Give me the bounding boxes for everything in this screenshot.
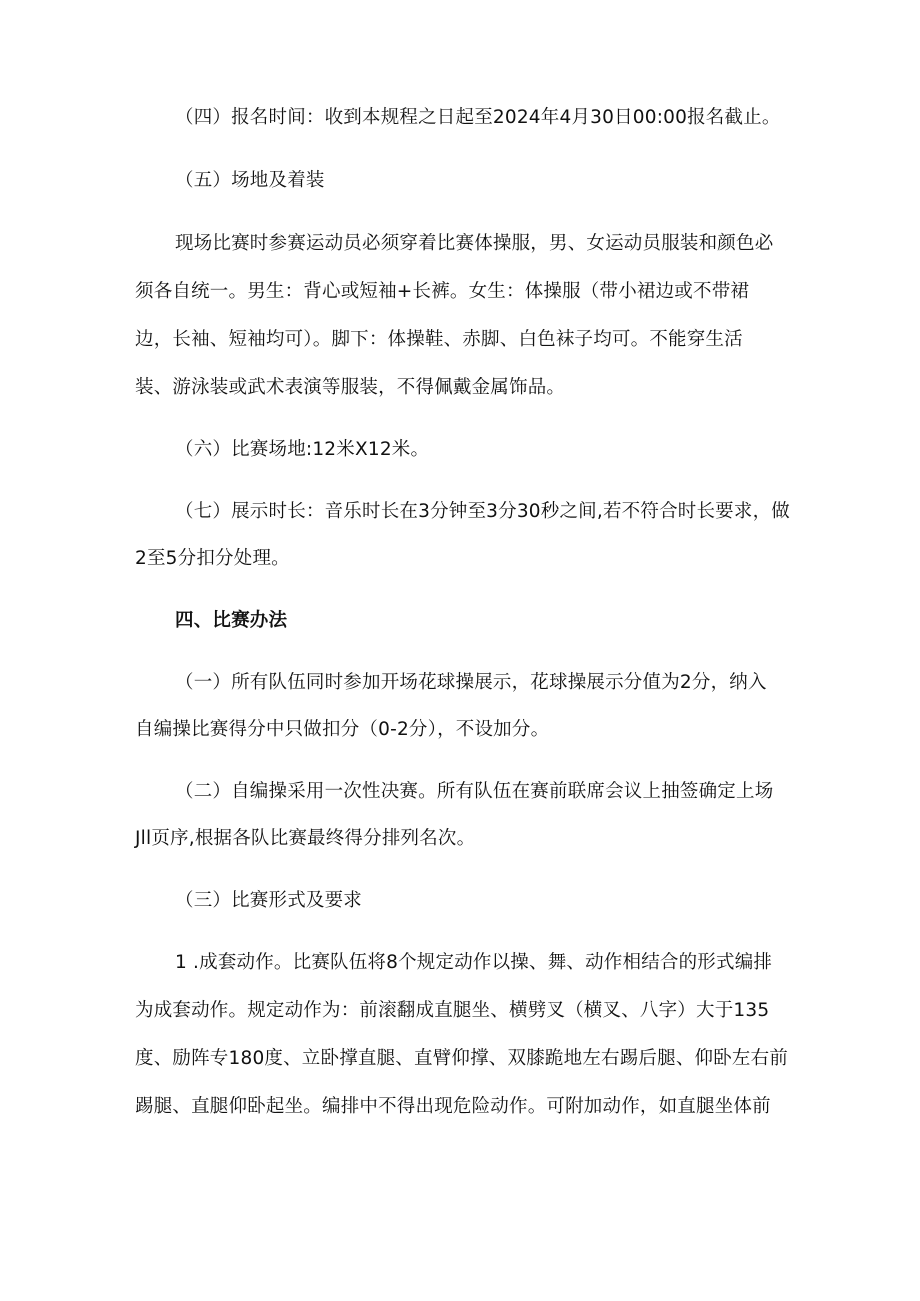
method-item-1-line-2: 自编操比赛得分中只做扣分（0-2分），不设加分。 bbox=[135, 719, 550, 740]
venue-attire-heading: （五）场地及着装 bbox=[175, 170, 325, 191]
attire-paragraph-line-1: 现场比赛时参赛运动员必须穿着比赛体操服，男、女运动员服装和颜色必 bbox=[175, 233, 774, 254]
method-item-2-line-2: Jll页序,根据各队比赛最终得分排列名次。 bbox=[135, 828, 476, 849]
attire-paragraph-line-2: 须各自统一。男生：背心或短袖+长裤。女生：体操服（带小裙边或不带裙 bbox=[135, 281, 750, 302]
method-item-3-heading: （三）比赛形式及要求 bbox=[175, 890, 363, 911]
duration-line-1: （七）展示时长：音乐时长在3分钟至3分30秒之间,若不符合时长要求，做 bbox=[175, 501, 790, 522]
method-item-2-line-1: （二）自编操采用一次性决赛。所有队伍在赛前联席会议上抽签确定上场 bbox=[175, 781, 774, 802]
venue-size-line: （六）比赛场地:12米X12米。 bbox=[175, 439, 430, 460]
routine-paragraph-line-4: 踢腿、直腿仰卧起坐。编排中不得出现危险动作。可附加动作，如直腿坐体前 bbox=[135, 1096, 771, 1117]
attire-paragraph-line-3: 边，长袖、短袖均可）。脚下：体操鞋、赤脚、白色袜子均可。不能穿生活 bbox=[135, 329, 743, 350]
duration-line-2: 2至5分扣分处理。 bbox=[135, 548, 290, 569]
registration-time-line: （四）报名时间：收到本规程之日起至2024年4月30日00:00报名截止。 bbox=[175, 107, 781, 128]
attire-paragraph-line-4: 装、游泳装或武术表演等服装，不得佩戴金属饰品。 bbox=[135, 377, 566, 398]
section-heading-competition-method: 四、比赛办法 bbox=[175, 610, 288, 631]
routine-paragraph-line-2: 为成套动作。规定动作为：前滚翻成直腿坐、横劈叉（横叉、八字）大于135 bbox=[135, 1000, 770, 1021]
routine-paragraph-line-1: 1 .成套动作。比赛队伍将8个规定动作以操、舞、动作相结合的形式编排 bbox=[175, 952, 773, 973]
routine-paragraph-line-3: 度、励阵专180度、立卧撑直腿、直臂仰撑、双膝跪地左右踢后腿、仰卧左右前 bbox=[135, 1048, 789, 1069]
method-item-1-line-1: （一）所有队伍同时参加开场花球操展示，花球操展示分值为2分，纳入 bbox=[175, 672, 767, 693]
